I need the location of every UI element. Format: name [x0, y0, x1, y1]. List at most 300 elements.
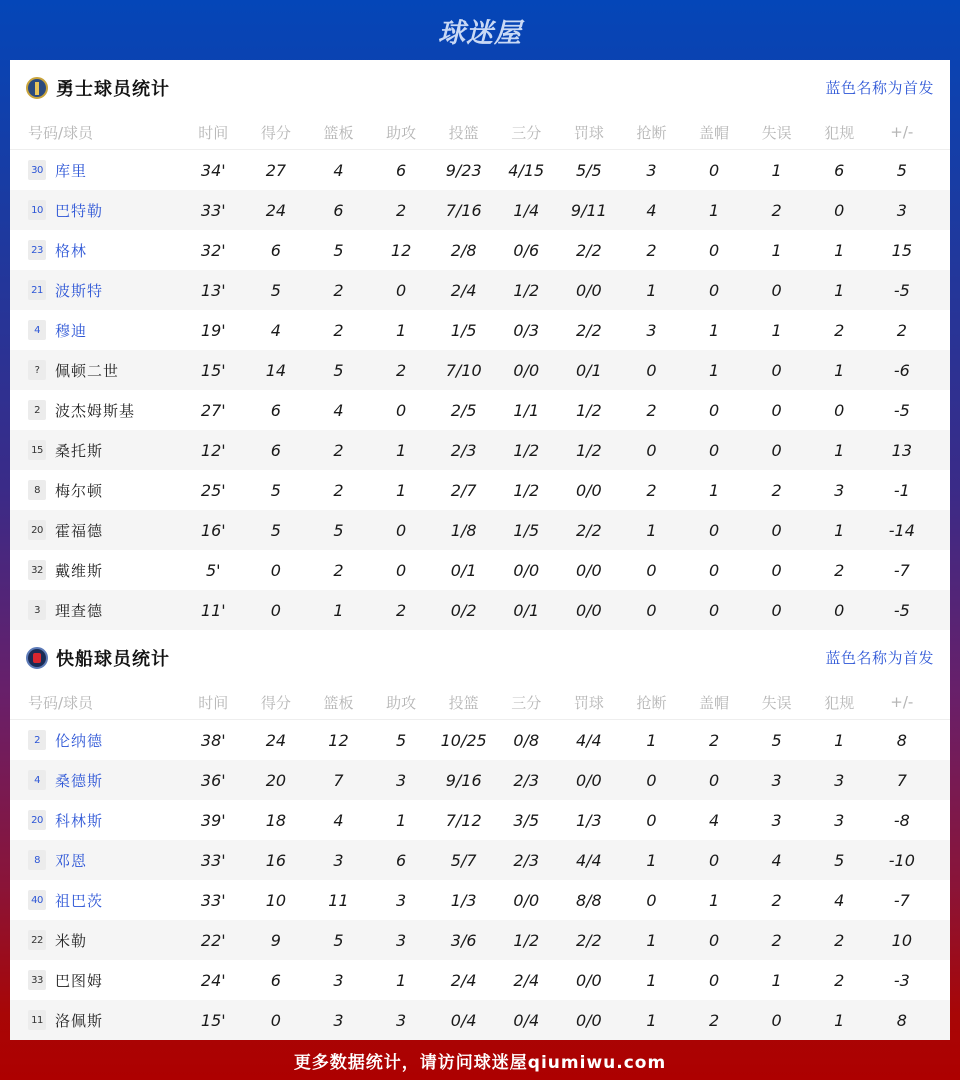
stat-cell: 1 [834, 240, 845, 260]
stat-cell: 27' [200, 400, 226, 420]
column-header[interactable]: 抢断 [636, 123, 667, 142]
stat-cell: 5 [771, 730, 782, 750]
player-cell[interactable] [10, 1010, 182, 1031]
stat-cell: 33' [200, 850, 226, 870]
table-header-row [10, 115, 950, 150]
player-name[interactable]: 戴维斯 [55, 561, 104, 580]
stat-cell: 0 [708, 600, 720, 620]
column-header[interactable]: 时间 [198, 123, 229, 142]
stat-cell: 2 [771, 480, 782, 500]
player-cell[interactable] [10, 520, 182, 541]
stat-cell: 20 [265, 770, 287, 790]
stat-cell: 2 [395, 200, 407, 220]
column-header[interactable]: +/- [890, 693, 914, 711]
team-stats-title: 快船球员统计 [56, 648, 170, 670]
stat-cell: 33' [200, 200, 226, 220]
stat-cell: 0 [646, 600, 657, 620]
table-row[interactable] [10, 590, 950, 630]
stat-cell: 2/4 [513, 970, 540, 990]
stat-cell: 19' [200, 320, 226, 340]
stat-cell: 2/2 [575, 930, 602, 950]
player-name[interactable]: 祖巴茨 [55, 891, 104, 910]
stat-cell: -7 [893, 560, 910, 580]
stat-cell: 2/5 [450, 400, 477, 420]
stat-cell: 0/0 [575, 770, 602, 790]
stat-cell: 1/2 [513, 440, 540, 460]
stat-cell: 1/5 [513, 520, 540, 540]
column-header[interactable]: 犯规 [824, 693, 855, 712]
stat-cell: -8 [893, 810, 910, 830]
stat-cell: 2 [646, 240, 657, 260]
stat-cell: 12 [390, 240, 412, 260]
stat-cell: 1 [708, 480, 720, 500]
table-row[interactable] [10, 190, 950, 230]
stat-cell: 10 [891, 930, 912, 950]
player-name[interactable]: 梅尔顿 [55, 481, 104, 500]
stat-cell: 8 [896, 1010, 907, 1030]
stat-cell: 0 [708, 160, 720, 180]
player-cell[interactable] [10, 560, 182, 581]
stat-cell: 2 [395, 600, 407, 620]
stat-cell: 0 [646, 440, 657, 460]
stat-cell: 0/3 [513, 320, 540, 340]
stat-cell: 1 [834, 520, 845, 540]
column-header[interactable]: 号码/球员 [28, 693, 94, 712]
player-name[interactable]: 波斯特 [55, 281, 104, 300]
stat-cell: 4/4 [575, 730, 602, 750]
jersey-number-badge: ? [28, 360, 46, 380]
stat-cell: 6 [270, 970, 281, 990]
stat-cell: 3 [395, 930, 407, 950]
table-row[interactable] [10, 390, 950, 430]
stat-cell: 6 [333, 200, 344, 220]
stat-cell: 4 [708, 810, 720, 830]
stat-cell: 0 [395, 520, 407, 540]
stat-cell: -7 [893, 890, 910, 910]
column-header[interactable]: 失误 [761, 123, 792, 142]
stat-cell: 3 [395, 1010, 407, 1030]
stat-cell: -6 [893, 360, 910, 380]
column-header[interactable]: 号码/球员 [28, 123, 94, 142]
player-cell[interactable] [10, 850, 182, 871]
stat-cell: 0/4 [513, 1010, 540, 1030]
stat-cell: 1/5 [450, 320, 477, 340]
column-header[interactable]: +/- [890, 123, 914, 141]
player-name[interactable]: 洛佩斯 [55, 1011, 104, 1030]
stat-cell: 0/0 [575, 480, 602, 500]
stat-cell: 2 [646, 400, 657, 420]
stat-cell: 27 [265, 160, 287, 180]
stat-cell: 2/2 [575, 520, 602, 540]
column-header[interactable]: 投篮 [448, 123, 479, 142]
stat-cell: 39' [200, 810, 226, 830]
column-header[interactable]: 三分 [511, 693, 542, 712]
stat-cell: 1 [708, 890, 720, 910]
stat-cell: 24 [265, 200, 287, 220]
team-stats-title: 勇士球员统计 [56, 78, 170, 100]
player-cell[interactable] [10, 930, 182, 951]
column-header[interactable]: 犯规 [824, 123, 855, 142]
player-name[interactable]: 邓恩 [55, 851, 88, 870]
stat-cell: 1 [646, 520, 657, 540]
table-row[interactable] [10, 430, 950, 470]
stat-cell: 0 [708, 560, 720, 580]
stat-cell: 2 [333, 320, 344, 340]
player-cell[interactable] [10, 360, 182, 381]
player-name[interactable]: 桑托斯 [55, 441, 104, 460]
stat-cell: 3 [333, 1010, 344, 1030]
stat-cell: 3 [896, 200, 907, 220]
table-row[interactable] [10, 510, 950, 550]
stat-cell: -14 [888, 520, 915, 540]
column-header[interactable]: 罚球 [573, 123, 604, 142]
stat-cell: 2 [771, 930, 782, 950]
stat-cell: 5 [270, 520, 281, 540]
stat-cell: 0/8 [513, 730, 540, 750]
stat-cell: 4 [646, 200, 657, 220]
player-name[interactable]: 科林斯 [55, 811, 104, 830]
table-row[interactable] [10, 470, 950, 510]
stat-cell: 0/1 [513, 600, 540, 620]
stat-cell: 1 [708, 320, 720, 340]
stat-cell: 11' [200, 600, 226, 620]
table-row[interactable] [10, 760, 950, 800]
stat-cell: 3 [646, 160, 657, 180]
stat-cell: 1/2 [575, 400, 602, 420]
stat-cell: -10 [888, 850, 915, 870]
stat-cell: 2 [708, 730, 720, 750]
stat-cell: 0 [771, 1010, 782, 1030]
stat-cell: 2 [771, 890, 782, 910]
stat-cell: 1/8 [450, 520, 477, 540]
player-cell[interactable] [10, 280, 182, 301]
stat-cell: 18 [265, 810, 287, 830]
stat-cell: 0/4 [450, 1010, 477, 1030]
stat-cell: 0 [395, 400, 407, 420]
table-row[interactable] [10, 350, 950, 390]
stat-cell: 2/3 [450, 440, 477, 460]
table-row[interactable] [10, 960, 950, 1000]
stat-cell: 2/3 [513, 850, 540, 870]
jersey-number-badge: 33 [28, 970, 46, 990]
jersey-number-badge: 21 [28, 280, 46, 300]
jersey-number-badge: 15 [28, 440, 46, 460]
jersey-number-badge: 8 [28, 480, 46, 500]
player-cell[interactable] [10, 970, 182, 991]
table-row[interactable] [10, 310, 950, 350]
stat-cell: 5 [834, 850, 845, 870]
stat-cell: 2/4 [450, 970, 477, 990]
stat-cell: 0 [646, 890, 657, 910]
stat-cell: 1 [646, 730, 657, 750]
stat-cell: 0 [834, 200, 845, 220]
stat-cell: 0 [395, 560, 407, 580]
stat-cell: 33' [200, 890, 226, 910]
stat-cell: 2/3 [513, 770, 540, 790]
column-header[interactable]: 助攻 [386, 693, 417, 712]
stat-cell: 2 [333, 280, 344, 300]
stat-cell: 14 [265, 360, 287, 380]
jersey-number-badge: 30 [28, 160, 46, 180]
stat-cell: 0 [708, 850, 720, 870]
stat-cell: 0 [270, 560, 281, 580]
stat-cell: 1 [771, 970, 782, 990]
stat-cell: 0/0 [513, 560, 540, 580]
stat-cell: 1 [395, 810, 407, 830]
stat-cell: 10/25 [440, 730, 487, 750]
jersey-number-badge: 2 [28, 730, 46, 750]
column-header[interactable]: 三分 [511, 123, 542, 142]
player-name[interactable]: 巴图姆 [55, 971, 104, 990]
column-header[interactable]: 投篮 [448, 693, 479, 712]
stat-cell: 6 [270, 440, 281, 460]
jersey-number-badge: 3 [28, 600, 46, 620]
table-row[interactable] [10, 920, 950, 960]
stat-cell: 4/4 [575, 850, 602, 870]
stat-cell: 2 [771, 200, 782, 220]
stat-cell: 5 [270, 280, 281, 300]
stat-cell: 2 [834, 970, 845, 990]
stat-cell: 15' [200, 1010, 226, 1030]
player-cell[interactable] [10, 440, 182, 461]
stat-cell: 7 [333, 770, 344, 790]
stat-cell: 4 [333, 810, 344, 830]
stat-cell: -1 [893, 480, 910, 500]
stat-cell: 1/2 [513, 480, 540, 500]
column-header[interactable]: 篮板 [323, 123, 354, 142]
section-header [10, 60, 950, 115]
jersey-number-badge: 11 [28, 1010, 46, 1030]
stat-cell: 5 [333, 520, 344, 540]
stat-cell: 38' [200, 730, 226, 750]
table-row[interactable] [10, 1000, 950, 1040]
stat-cell: 0/1 [575, 360, 602, 380]
stat-cell: 1 [395, 440, 407, 460]
player-name[interactable]: 桑德斯 [55, 771, 104, 790]
column-header[interactable]: 得分 [260, 123, 291, 142]
stat-cell: 2/2 [575, 320, 602, 340]
table-row[interactable] [10, 150, 950, 190]
stat-cell: 3 [395, 770, 407, 790]
stat-cell: 13 [891, 440, 912, 460]
stat-cell: 5/7 [450, 850, 477, 870]
table-row[interactable] [10, 550, 950, 590]
stat-cell: 1/3 [575, 810, 602, 830]
stat-cell: 1 [771, 320, 782, 340]
player-cell[interactable] [10, 200, 182, 221]
player-name[interactable]: 佩顿二世 [55, 361, 120, 380]
player-cell[interactable] [10, 890, 182, 911]
table-row[interactable] [10, 720, 950, 760]
player-name[interactable]: 库里 [55, 161, 88, 180]
player-name[interactable]: 米勒 [55, 931, 88, 950]
brand-logo: 球迷屋 [438, 17, 522, 49]
stat-cell: -5 [893, 280, 910, 300]
stat-cell: 0 [708, 930, 720, 950]
stat-cell: 0/6 [513, 240, 540, 260]
column-header[interactable]: 盖帽 [699, 123, 730, 142]
stat-cell: 24 [265, 730, 287, 750]
column-header[interactable]: 篮板 [323, 693, 354, 712]
stat-cell: 1 [834, 1010, 845, 1030]
stat-cell: 2 [395, 360, 407, 380]
column-header[interactable]: 失误 [761, 693, 792, 712]
stat-cell: 3/5 [513, 810, 540, 830]
stat-cell: 1 [771, 240, 782, 260]
stat-cell: 24' [200, 970, 226, 990]
starter-legend: 蓝色名称为首发 [825, 649, 934, 667]
stat-cell: 2/7 [450, 480, 477, 500]
stat-cell: 6 [395, 850, 407, 870]
table-row[interactable] [10, 880, 950, 920]
stats-card [10, 60, 950, 1040]
player-cell[interactable] [10, 320, 182, 341]
stat-cell: 3/6 [450, 930, 477, 950]
stat-cell: 10 [265, 890, 287, 910]
player-name[interactable]: 穆迪 [55, 321, 88, 340]
table-row[interactable] [10, 800, 950, 840]
stat-cell: 0 [771, 600, 782, 620]
player-name[interactable]: 霍福德 [55, 521, 104, 540]
stat-cell: 2 [896, 320, 907, 340]
footer-text: 更多数据统计，请访问球迷屋qiumiwu.com [293, 1052, 667, 1073]
player-cell[interactable] [10, 240, 182, 261]
stat-cell: 1/1 [513, 400, 540, 420]
column-header[interactable]: 助攻 [386, 123, 417, 142]
table-row[interactable] [10, 270, 950, 310]
footer-banner [0, 1040, 960, 1080]
stat-cell: 16' [200, 520, 226, 540]
stat-cell: 0 [834, 400, 845, 420]
stat-cell: 5/5 [575, 160, 602, 180]
column-header[interactable]: 盖帽 [699, 693, 730, 712]
table-row[interactable] [10, 230, 950, 270]
stat-cell: 1/2 [513, 930, 540, 950]
stat-cell: 2 [646, 480, 657, 500]
stat-cell: 9 [270, 930, 281, 950]
stat-cell: 7 [896, 770, 907, 790]
stat-cell: 0/0 [575, 970, 602, 990]
stat-cell: 0 [708, 770, 720, 790]
player-name[interactable]: 巴特勒 [55, 201, 104, 220]
stat-cell: -5 [893, 600, 910, 620]
column-header[interactable]: 抢断 [636, 693, 667, 712]
table-row[interactable] [10, 840, 950, 880]
stat-cell: 1 [708, 200, 720, 220]
section-header [10, 630, 950, 685]
stat-cell: 2 [333, 480, 344, 500]
stat-cell: 0/0 [575, 600, 602, 620]
player-cell[interactable] [10, 770, 182, 791]
stat-cell: 0 [771, 400, 782, 420]
stat-cell: 4/15 [508, 160, 545, 180]
stat-cell: 34' [200, 160, 226, 180]
stat-cell: 6 [395, 160, 407, 180]
stat-cell: 3 [771, 770, 782, 790]
stat-cell: 0/0 [513, 890, 540, 910]
player-name[interactable]: 格林 [55, 241, 88, 260]
stat-cell: 3 [834, 480, 845, 500]
stat-cell: 0 [708, 240, 720, 260]
player-name[interactable]: 理查德 [55, 601, 104, 620]
team-section-warriors [10, 60, 950, 630]
stat-cell: 5 [896, 160, 907, 180]
stat-cell: 1/3 [450, 890, 477, 910]
stat-cell: 11 [328, 890, 349, 910]
column-header[interactable]: 罚球 [573, 693, 604, 712]
stat-cell: 1 [646, 1010, 657, 1030]
column-header[interactable]: 得分 [260, 693, 291, 712]
stat-cell: 0/0 [575, 1010, 602, 1030]
stat-cell: 32' [200, 240, 226, 260]
clippers-logo-icon [26, 647, 48, 669]
player-stats-table [10, 115, 950, 630]
stat-cell: 5 [333, 360, 344, 380]
stat-cell: 0 [708, 970, 720, 990]
column-header[interactable]: 时间 [198, 693, 229, 712]
stat-cell: 0 [834, 600, 845, 620]
section-title [26, 645, 170, 671]
stat-cell: 0 [771, 360, 782, 380]
jersey-number-badge: 8 [28, 850, 46, 870]
player-cell[interactable] [10, 160, 182, 181]
stat-cell: 6 [270, 400, 281, 420]
stat-cell: 0/0 [575, 560, 602, 580]
stat-cell: 5' [206, 560, 221, 580]
table-header-row [10, 685, 950, 720]
stat-cell: 12' [200, 440, 226, 460]
player-cell[interactable] [10, 600, 182, 621]
stat-cell: 5 [333, 240, 344, 260]
stat-cell: 2 [834, 560, 845, 580]
stat-cell: 1 [646, 930, 657, 950]
stat-cell: 2/8 [450, 240, 477, 260]
stat-cell: 0 [646, 560, 657, 580]
stat-cell: 2 [333, 560, 344, 580]
stat-cell: 0/0 [575, 280, 602, 300]
stat-cell: 9/11 [570, 200, 607, 220]
player-cell[interactable] [10, 400, 182, 421]
stat-cell: 13' [200, 280, 226, 300]
stat-cell: 4 [771, 850, 782, 870]
stat-cell: 2 [333, 440, 344, 460]
jersey-number-badge: 32 [28, 560, 46, 580]
starter-legend: 蓝色名称为首发 [825, 79, 934, 97]
stat-cell: 4 [270, 320, 281, 340]
stat-cell: 9/23 [445, 160, 482, 180]
stat-cell: 1 [834, 280, 845, 300]
player-cell[interactable] [10, 810, 182, 831]
player-name[interactable]: 伦纳德 [55, 731, 104, 750]
stat-cell: 0/1 [450, 560, 477, 580]
jersey-number-badge: 4 [28, 770, 46, 790]
stat-cell: 8 [896, 730, 907, 750]
stat-cell: 15 [891, 240, 912, 260]
player-name[interactable]: 波杰姆斯基 [55, 401, 136, 420]
player-cell[interactable] [10, 480, 182, 501]
stat-cell: 0 [708, 520, 720, 540]
stat-cell: 0/0 [513, 360, 540, 380]
player-cell[interactable] [10, 730, 182, 751]
stat-cell: 0 [771, 560, 782, 580]
stat-cell: 4 [333, 400, 344, 420]
stat-cell: 0 [270, 1010, 281, 1030]
stat-cell: 1 [771, 160, 782, 180]
stat-cell: 25' [200, 480, 226, 500]
stat-cell: 6 [270, 240, 281, 260]
stat-cell: 3 [646, 320, 657, 340]
stat-cell: 0/2 [450, 600, 477, 620]
